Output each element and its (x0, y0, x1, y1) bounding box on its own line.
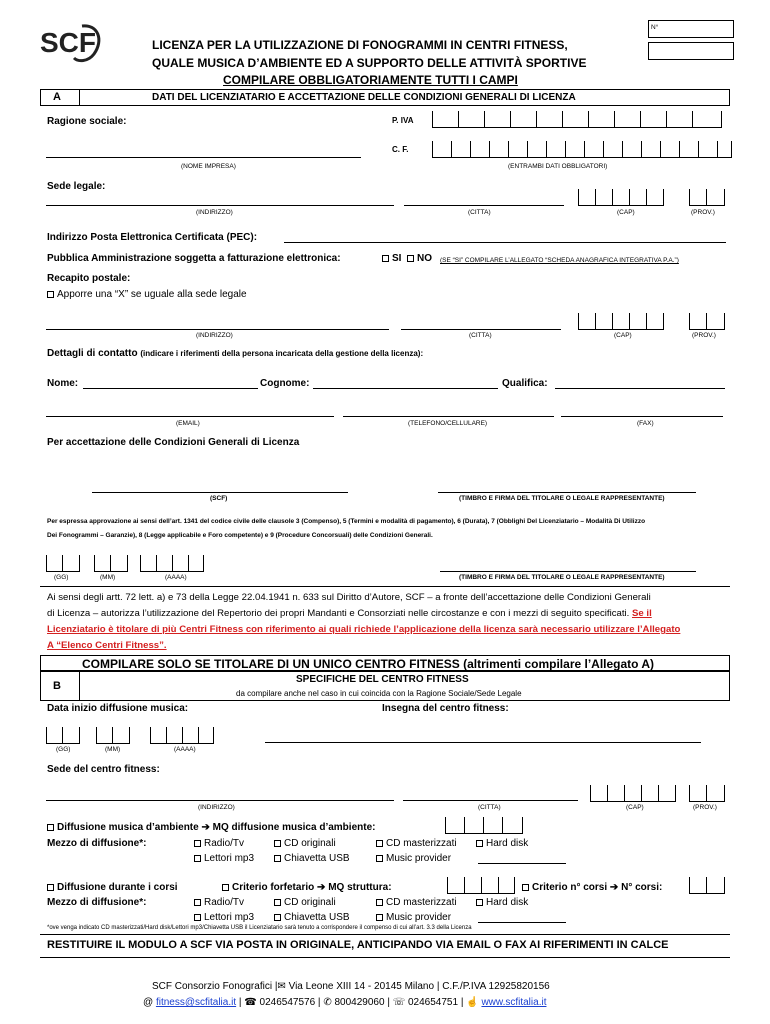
mezzo-label-1: Mezzo di diffusione*: (47, 838, 147, 849)
nome-impresa-field[interactable] (46, 157, 361, 158)
restituire-bottom-rule (40, 957, 730, 958)
nome-impresa-caption: (NOME IMPRESA) (181, 163, 236, 170)
sede-legale-label: Sede legale: (47, 181, 106, 192)
legal-red-3: A “Elenco Centri Fitness”. (47, 640, 167, 651)
footer-web-link[interactable]: www.scfitalia.it (481, 997, 547, 1008)
section-b-subtitle: da compilare anche nel caso in cui coincida con la Ragione Sociale/Sede Legale (236, 689, 522, 698)
centro-citta-caption: (CITTA) (478, 804, 501, 811)
recapito-indirizzo-field[interactable] (46, 329, 389, 330)
arrow-right-icon: ➔ (609, 882, 619, 893)
legal-red-2: Licenziatario è titolare di più Centri Fitness con riferimento ai quali richiede l’applicazione della licenza sarà necessario utilizzare l’Allegato (47, 624, 681, 635)
recapito-prov-caption: (PROV.) (692, 332, 716, 339)
diff-ambiente-checkbox[interactable] (47, 824, 54, 831)
approvazione-gg-caption: (GG) (54, 574, 69, 581)
fax-caption: (FAX) (637, 420, 654, 427)
sede-indirizzo-field[interactable] (46, 205, 394, 206)
music-provider-field-2[interactable] (478, 922, 566, 923)
ragione-sociale-label: Ragione sociale: (47, 116, 127, 127)
legal-red-1: Se il (632, 608, 652, 619)
recapito-cap-cells[interactable] (578, 314, 664, 330)
nome-label: Nome: (47, 378, 79, 389)
recapito-cap-caption: (CAP) (614, 332, 632, 339)
inizio-gg-caption: (GG) (56, 746, 71, 753)
cd-mast-option-1[interactable]: CD masterizzati (376, 838, 457, 849)
radio-option-2[interactable]: Radio/Tv (194, 897, 244, 908)
telefono-field[interactable] (343, 416, 554, 417)
recapito-citta-caption: (CITTA) (469, 332, 492, 339)
section-a-letter: A (53, 91, 61, 103)
hard-disk-option-1[interactable]: Hard disk (476, 838, 528, 849)
footer-freephone: 800429060 (334, 997, 385, 1008)
mezzo-label-2: Mezzo di diffusione*: (47, 897, 147, 908)
svg-text:SCF: SCF (40, 27, 96, 58)
section-b-title: SPECIFICHE DEL CENTRO FITNESS (296, 674, 469, 685)
qualifica-field[interactable] (555, 388, 725, 389)
pa-label: Pubblica Amministrazione soggetta a fatturazione elettronica: (47, 253, 341, 264)
scf-logo (38, 20, 108, 64)
piva-cells[interactable] (432, 112, 722, 128)
dettagli-note: (indicare i riferimenti della persona incaricata della gestione della licenza): (140, 349, 424, 358)
approvazione-mm-cells[interactable] (94, 556, 128, 572)
centro-cap-caption: (CAP) (626, 804, 644, 811)
chiavetta-option-1[interactable]: Chiavetta USB (274, 853, 350, 864)
arrow-right-icon: ➔ (201, 822, 210, 833)
cd-orig-option-1[interactable]: CD originali (274, 838, 336, 849)
recapito-label: Recapito postale: (47, 273, 131, 284)
pa-no-checkbox[interactable] (407, 255, 414, 262)
apporre-option[interactable]: Apporre una “X” se uguale alla sede legale (47, 289, 247, 300)
centro-indirizzo-caption: (INDIRIZZO) (198, 804, 235, 811)
n-corsi-cells[interactable] (689, 878, 725, 894)
qualifica-label: Qualifica: (502, 378, 548, 389)
prov-caption: (PROV.) (691, 209, 715, 216)
approvazione-aaaa-cells[interactable] (140, 556, 204, 572)
scf-signature-caption: (SCF) (210, 495, 228, 502)
protocol-number-box[interactable] (648, 20, 734, 38)
sede-centro-label: Sede del centro fitness: (47, 764, 160, 775)
cognome-field[interactable] (313, 388, 498, 389)
approvazione-aaaa-caption: (AAAA) (165, 574, 187, 581)
footer-contacts: @ fitness@scfitalia.it | ☎ 0246547576 | ✆ 800429060 | ☏ 024654751 | ☝ www.scfitalia.it (143, 997, 547, 1008)
uguale-sede-checkbox[interactable] (47, 291, 54, 298)
dettagli-label: Dettagli di contatto (indicare i riferimenti della persona incaricata della gestione della licenza): (47, 348, 424, 359)
criterio-corsi-option[interactable]: Criterio n° corsi ➔ N° corsi: (522, 882, 662, 893)
hard-disk-option-2[interactable]: Hard disk (476, 897, 528, 908)
titolare-signature-field-2[interactable] (440, 571, 696, 572)
citta-caption: (CITTA) (468, 209, 491, 216)
section-b-banner-text: COMPILARE SOLO SE TITOLARE DI UN UNICO CENTRO FITNESS (altrimenti compilare l’Allegato A) (82, 657, 655, 671)
scf-signature-field[interactable] (92, 492, 348, 493)
footer-fax: 024654751 (408, 997, 459, 1008)
approvazione-mm-caption: (MM) (100, 574, 116, 581)
sede-citta-field[interactable] (404, 205, 564, 206)
inizio-gg-cells[interactable] (46, 728, 80, 744)
lettori-option-1[interactable]: Lettori mp3 (194, 853, 254, 864)
pa-note: (SE “SI” COMPILARE L’ALLEGATO “SCHEDA ANAGRAFICA INTEGRATIVA P.A.”) (440, 257, 679, 264)
titolare-signature-field-1[interactable] (438, 492, 696, 493)
cf-cells[interactable] (432, 142, 732, 158)
sede-cap-cells[interactable] (578, 190, 664, 206)
cd-orig-option-2[interactable]: CD originali (274, 897, 336, 908)
footer-phone: 0246547576 (259, 997, 316, 1008)
recapito-prov-cells[interactable] (689, 314, 725, 330)
insegna-field[interactable] (265, 742, 701, 743)
centro-prov-caption: (PROV.) (693, 804, 717, 811)
at-icon: @ (143, 997, 154, 1008)
approvazione-line-1: Per espressa approvazione ai sensi dell’art. 1341 del codice civile delle clausole 3 (Compenso), 5 (Termini e modalità di pagamento), 6 (Durata), 7 (Obblighi Del Licenziatario – Modalità Di Utilizzo (47, 518, 646, 525)
pointer-icon: ☝ (466, 997, 479, 1008)
centro-citta-field[interactable] (403, 800, 578, 801)
radio-option-1[interactable]: Radio/Tv (194, 838, 244, 849)
section-a-title: DATI DEL LICENZIATARIO E ACCETTAZIONE DELLE CONDIZIONI GENERALI DI LICENZA (152, 92, 576, 103)
telefono-caption: (TELEFONO/CELLULARE) (408, 420, 488, 427)
footer-email-link[interactable]: fitness@scfitalia.it (155, 997, 237, 1008)
title-line-3: COMPILARE OBBLIGATORIAMENTE TUTTI I CAMPI (223, 73, 518, 87)
criterio-corsi-checkbox[interactable] (522, 884, 529, 891)
cognome-label: Cognome: (260, 378, 310, 389)
insegna-label: Insegna del centro fitness: (382, 703, 509, 714)
indirizzo-caption: (INDIRIZZO) (196, 209, 233, 216)
approvazione-gg-cells[interactable] (46, 556, 80, 572)
pec-label: Indirizzo Posta Elettronica Certificata (PEC): (47, 232, 258, 243)
centro-prov-cells[interactable] (689, 786, 725, 802)
centro-indirizzo-field[interactable] (46, 800, 394, 801)
title-line-2: QUALE MUSICA D’AMBIENTE ED A SUPPORTO DELLE ATTIVITÀ SPORTIVE (152, 56, 587, 70)
music-provider-option-1[interactable]: Music provider (376, 853, 451, 864)
section-b-letter: B (53, 680, 61, 692)
inizio-mm-caption: (MM) (105, 746, 121, 753)
email-caption: (EMAIL) (176, 420, 200, 427)
cap-caption: (CAP) (617, 209, 635, 216)
phone-icon: ☎ (244, 997, 257, 1008)
mq-ambiente-cells[interactable] (445, 818, 523, 834)
section-b-bottom-rule (40, 934, 730, 935)
cd-mast-option-2[interactable]: CD masterizzati (376, 897, 457, 908)
accettazione-label: Per accettazione delle Condizioni Generali di Licenza (47, 437, 300, 448)
inizio-aaaa-caption: (AAAA) (174, 746, 196, 753)
recapito-citta-field[interactable] (401, 329, 561, 330)
restituire-text: RESTITUIRE IL MODULO A SCF VIA POSTA IN ORIGINALE, ANTICIPANDO VIA EMAIL O FAX AI RIFERIMENTI IN CALCE (47, 939, 669, 951)
section-a-bottom-rule (40, 586, 730, 587)
number-label: N° (651, 24, 659, 31)
title-line-1: LICENZA PER LA UTILIZZAZIONE DI FONOGRAMMI IN CENTRI FITNESS, (152, 38, 568, 52)
diff-ambiente-option[interactable]: Diffusione musica d’ambiente ➔ MQ diffusione musica d’ambiente: (47, 822, 375, 833)
legal-line-1: Ai sensi degli artt. 72 lett. a) e 73 della Legge 22.04.1941 n. 633 sul Diritto d’Autore, SCF – a fronte dell’accettazione delle Condizioni Generali (47, 592, 651, 603)
music-provider-field-1[interactable] (478, 863, 566, 864)
centro-cap-cells[interactable] (590, 786, 676, 802)
chiavetta-option-2[interactable]: Chiavetta USB (274, 912, 350, 923)
nome-field[interactable] (83, 388, 258, 389)
timbro-caption-2: (TIMBRO E FIRMA DEL TITOLARE O LEGALE RAPPRESENTANTE) (459, 574, 665, 581)
criterio-forf-checkbox[interactable] (222, 884, 229, 891)
diff-corsi-checkbox[interactable] (47, 884, 54, 891)
arrow-right-icon: ➔ (317, 882, 326, 893)
pa-no-option[interactable]: NO (407, 253, 432, 264)
music-provider-option-2[interactable]: Music provider (376, 912, 451, 923)
recapito-indirizzo-caption: (INDIRIZZO) (196, 332, 233, 339)
piva-label: P. IVA (392, 116, 414, 125)
fax-icon: ☏ (392, 997, 406, 1008)
pa-si-option[interactable]: SI (382, 253, 401, 264)
inizio-mm-cells[interactable] (96, 728, 130, 744)
diff-corsi-option[interactable]: Diffusione durante i corsi (47, 882, 178, 893)
fax-field[interactable] (561, 416, 723, 417)
footnote: *ove venga indicato CD masterizzati/Hard disk/Lettori mp3/Chiavetta USB il Licenziatario sarà tenuto a corrispondere il compenso di cui all’art. 3.3 della Licenza (47, 925, 472, 931)
pa-si-checkbox[interactable] (382, 255, 389, 262)
legal-line-2: di Licenza – autorizza l’utilizzazione del Repertorio dei propri Mandanti e Consorziati nelle circostanze e con i mezzi di seguito specificati. Se il (47, 608, 652, 619)
footer-address: SCF Consorzio Fonografici |✉ Via Leone XIII 14 - 20145 Milano | C.F./P.IVA 12925820156 (152, 981, 550, 992)
pec-field[interactable] (284, 242, 726, 243)
data-inizio-label: Data inizio diffusione musica: (47, 703, 189, 714)
criterio-forf-option[interactable]: Criterio forfetario ➔ MQ struttura: (222, 882, 392, 893)
cf-label: C. F. (392, 145, 409, 154)
protocol-date-box[interactable] (648, 42, 734, 60)
entrambi-caption: (ENTRAMBI DATI OBBLIGATORI) (508, 163, 608, 170)
email-field[interactable] (46, 416, 334, 417)
approvazione-line-2: Dei Fonogrammi – Garanzie), 8 (Legge applicabile e Foro competente) e 9 (Procedure Concorsuali) delle Condizioni Generali. (47, 532, 433, 539)
mq-struttura-cells[interactable] (447, 878, 515, 894)
timbro-caption-1: (TIMBRO E FIRMA DEL TITOLARE O LEGALE RAPPRESENTANTE) (459, 495, 665, 502)
freephone-icon: ✆ (323, 997, 332, 1008)
lettori-option-2[interactable]: Lettori mp3 (194, 912, 254, 923)
inizio-aaaa-cells[interactable] (150, 728, 214, 744)
sede-prov-cells[interactable] (689, 190, 725, 206)
